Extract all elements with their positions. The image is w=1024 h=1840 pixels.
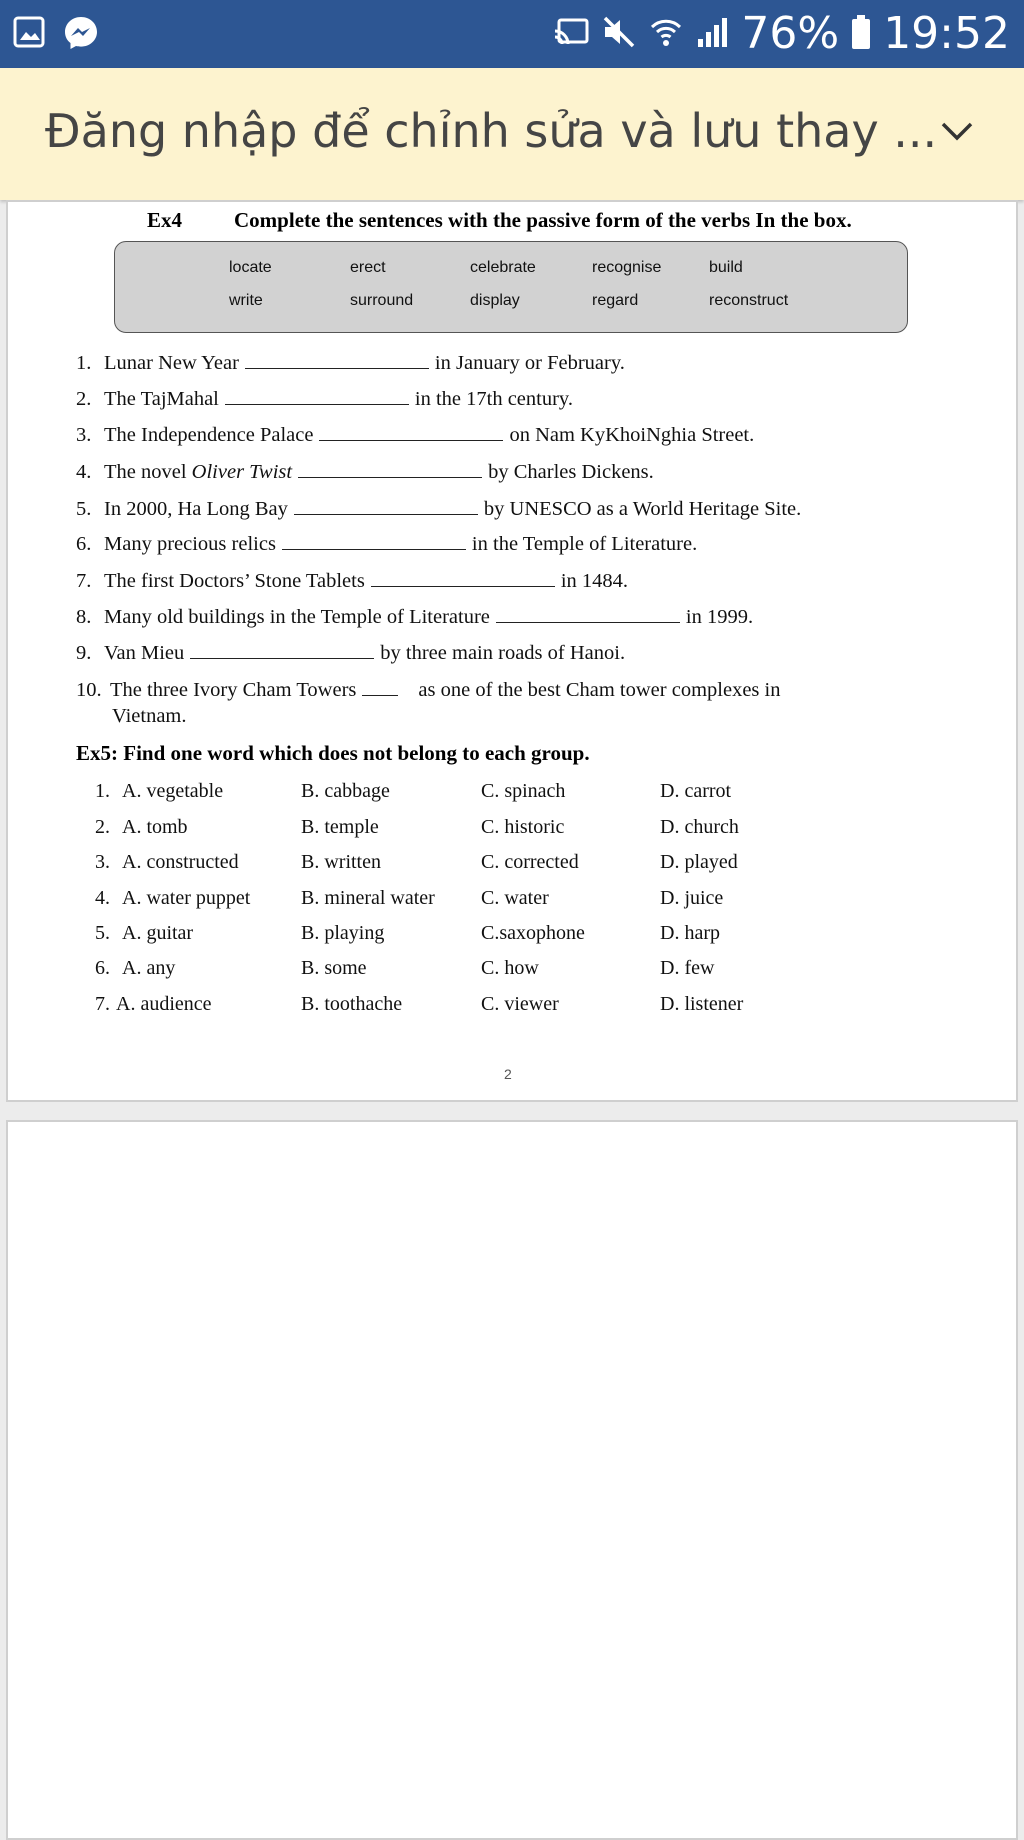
banner-text: Đăng nhập để chỉnh sửa và lưu thay ... [45,104,938,158]
ex5-heading: Ex5: Find one word which does not belong to each group. [76,741,590,765]
ex5-option: A. vegetable [122,780,224,802]
ex4-question: 3. The Independence Palace on Nam KyKhoiNghia Street. [76,424,755,446]
clock: 19:52 [883,8,1010,59]
mute-icon [601,15,637,53]
ex5-option: D. few [660,957,715,979]
word-box-item: recognise [592,259,662,276]
ex5-number: 5. [95,922,110,944]
gallery-icon [12,14,48,56]
ex5-option: A. tomb [122,816,188,838]
ex4-question: 4. The novel Oliver Twist by Charles Dickens. [76,461,654,483]
ex4-question: 1. Lunar New Year in January or February. [76,352,625,374]
ex4-instruction: Complete the sentences with the passive form of the verbs In the box. [234,208,852,232]
ex5-option: A. audience [116,993,212,1015]
ex5-number: 7. [95,993,110,1015]
ex5-option: D. played [660,851,738,873]
ex5-option: A. guitar [122,922,194,944]
ex5-number: 3. [95,851,110,873]
ex4-heading [147,208,852,233]
word-box-item: surround [350,292,414,309]
word-box-item: locate [229,259,272,276]
signal-icon [695,15,729,53]
battery-icon [851,14,871,54]
ex5-option: A. constructed [122,851,239,873]
ex5-option: B. mineral water [301,887,435,909]
ex5-number: 6. [95,957,110,979]
word-box-item: regard [592,292,639,309]
messenger-icon [62,14,100,56]
ex5-option: C. spinach [481,780,566,802]
ex4-label: Ex4 [147,208,183,232]
cast-icon [553,17,589,51]
sign-in-banner[interactable] [0,68,1024,200]
ex4-question: 2. The TajMahal in the 17th century. [76,388,573,410]
ex5-option: D. harp [660,922,720,944]
ex5-option: C. corrected [481,851,579,873]
word-box-item: build [709,259,743,276]
ex5-option: B. written [301,851,381,873]
ex5-option: B. temple [301,816,379,838]
ex5-option: B. some [301,957,367,979]
ex5-option: D. church [660,816,739,838]
word-box-item: reconstruct [709,292,789,309]
document-page-blank [6,1120,1018,1840]
ex5-option: D. juice [660,887,724,909]
ex5-option: C. historic [481,816,565,838]
word-box-item: celebrate [470,259,536,276]
ex4-question: 8. Many old buildings in the Temple of Literature in 1999. [76,606,754,628]
word-box [114,241,908,333]
ex5-option: C. water [481,887,549,909]
word-box-item: write [229,292,263,309]
ex5-option: A. any [122,957,176,979]
ex5-number: 2. [95,816,110,838]
ex5-number: 1. [95,780,110,802]
page-number: 2 [504,1066,512,1082]
status-bar [0,0,1024,68]
ex4-question: 6. Many precious relics in the Temple of Literature. [76,533,698,555]
ex4-question: 9. Van Mieu by three main roads of Hanoi. [76,642,626,664]
ex4-question: 7. The first Doctors’ Stone Tablets in 1484. [76,570,629,592]
ex4-question: 5. In 2000, Ha Long Bay by UNESCO as a World Heritage Site. [76,498,802,520]
wifi-icon [649,15,683,53]
ex5-option: C. viewer [481,993,559,1015]
ex5-option: B. playing [301,922,385,944]
ex5-option: C. how [481,957,539,979]
ex5-option: C.saxophone [481,922,585,944]
ex5-option: B. cabbage [301,780,390,802]
ex5-option: B. toothache [301,993,403,1015]
ex5-option: D. carrot [660,780,732,802]
document-page [6,200,1018,1102]
ex4-question-continuation: Vietnam. [112,705,187,727]
ex5-option: A. water puppet [122,887,251,909]
battery-percent: 76% [741,8,840,59]
ex5-number: 4. [95,887,110,909]
word-box-item: display [470,292,520,309]
word-box-item: erect [350,259,386,276]
chevron-down-icon[interactable] [940,120,974,147]
ex4-question: 10. The three Ivory Cham Towers as one of the best Cham tower complexes in [76,679,781,701]
ex5-option: D. listener [660,993,744,1015]
